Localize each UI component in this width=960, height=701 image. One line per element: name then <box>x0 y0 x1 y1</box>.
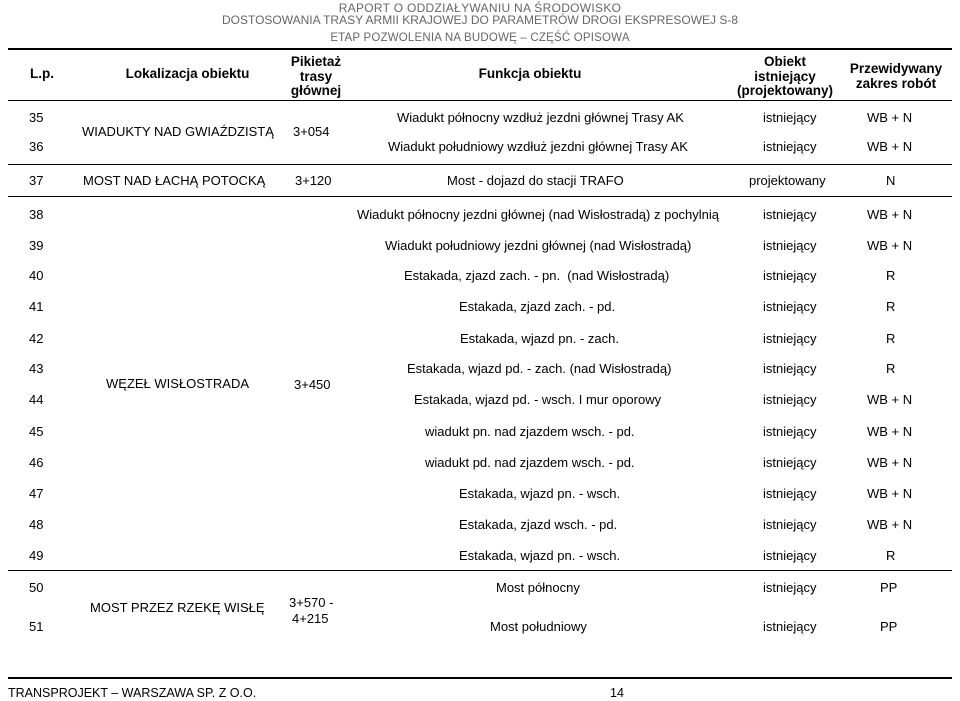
lp-cell: 35 <box>29 110 44 125</box>
object-cell: istniejący <box>763 238 817 253</box>
scope-cell: R <box>886 361 896 376</box>
object-cell: projektowany <box>749 173 826 188</box>
scope-cell: R <box>886 548 896 563</box>
function-cell: Most południowy <box>490 619 587 634</box>
scope-cell: WB + N <box>867 238 913 253</box>
function-cell: Estakada, zjazd zach. - pd. <box>459 299 616 314</box>
col-chainage: Pikietaż trasy głównej <box>290 54 342 98</box>
col-lp: L.p. <box>30 66 54 81</box>
lp-cell: 50 <box>29 580 44 595</box>
chainage-cell: 4+215 <box>292 611 329 626</box>
scope-cell: WB + N <box>867 110 913 125</box>
location-cell: WIADUKTY NAD GWIAŹDZISTĄ <box>82 124 274 139</box>
group-divider <box>8 570 952 571</box>
scope-cell: WB + N <box>867 139 913 154</box>
lp-cell: 42 <box>29 331 44 346</box>
function-cell: Wiadukt południowy wzdłuż jezdni głównej Trasy AK <box>388 139 688 154</box>
function-cell: Most północny <box>496 580 580 595</box>
scope-cell: WB + N <box>867 517 913 532</box>
function-cell: Estakada, wjazd pn. - wsch. <box>459 486 621 501</box>
function-cell: Estakada, wjazd pn. - wsch. <box>459 548 621 563</box>
page-number: 14 <box>610 686 624 700</box>
function-cell: Estakada, zjazd zach. - pn. (nad Wisłostradą) <box>404 268 670 283</box>
object-cell: istniejący <box>763 299 817 314</box>
lp-cell: 47 <box>29 486 44 501</box>
lp-cell: 36 <box>29 139 44 154</box>
lp-cell: 51 <box>29 619 44 634</box>
location-cell: MOST NAD ŁACHĄ POTOCKĄ <box>83 173 266 188</box>
lp-cell: 44 <box>29 392 44 407</box>
col-function: Funkcja obiektu <box>478 66 582 81</box>
lp-cell: 37 <box>29 173 44 188</box>
function-cell: wiadukt pn. nad zjazdem wsch. - pd. <box>425 424 635 439</box>
location-cell: WĘZEŁ WISŁOSTRADA <box>106 376 250 391</box>
object-cell: istniejący <box>763 268 817 283</box>
object-cell: istniejący <box>763 110 817 125</box>
function-cell: Estakada, wjazd pd. - wsch. I mur oporowy <box>414 392 662 407</box>
scope-cell: N <box>886 173 896 188</box>
report-title: RAPORT O ODDZIAŁYWANIU NA ŚRODOWISKO <box>338 1 622 15</box>
header-bottom-rule <box>8 100 952 101</box>
col-location: Lokalizacja obiektu <box>125 66 250 81</box>
function-cell: Most - dojazd do stacji TRAFO <box>447 173 624 188</box>
stage-title: ETAP POZWOLENIA NA BUDOWĘ – CZĘŚĆ OPISOWA <box>330 32 630 44</box>
chainage-cell: 3+120 <box>295 173 332 188</box>
lp-cell: 40 <box>29 268 44 283</box>
lp-cell: 39 <box>29 238 44 253</box>
lp-cell: 49 <box>29 548 44 563</box>
object-cell: istniejący <box>763 619 817 634</box>
scope-cell: R <box>886 331 896 346</box>
scope-cell: WB + N <box>867 455 913 470</box>
object-cell: istniejący <box>763 331 817 346</box>
scope-cell: R <box>886 299 896 314</box>
location-cell: MOST PRZEZ RZEKĘ WISŁĘ <box>90 600 265 615</box>
header-rule <box>8 48 952 50</box>
function-cell: Wiadukt południowy jezdni głównej (nad Wisłostradą) <box>385 238 692 253</box>
chainage-cell: 3+570 - <box>289 595 334 610</box>
object-cell: istniejący <box>763 517 817 532</box>
object-cell: istniejący <box>763 486 817 501</box>
scope-cell: R <box>886 268 896 283</box>
function-cell: Wiadukt północny jezdni głównej (nad Wisłostradą) z pochylnią <box>357 207 720 222</box>
object-cell: istniejący <box>763 424 817 439</box>
lp-cell: 45 <box>29 424 44 439</box>
scope-cell: PP <box>880 619 898 634</box>
group-divider <box>8 196 952 197</box>
scope-cell: PP <box>880 580 898 595</box>
function-cell: wiadukt pd. nad zjazdem wsch. - pd. <box>425 455 635 470</box>
lp-cell: 41 <box>29 299 44 314</box>
group-divider <box>8 164 952 165</box>
project-title: DOSTOSOWANIA TRASY ARMII KRAJOWEJ DO PARAMETRÓW DROGI EKSPRESOWEJ S-8 <box>221 13 739 27</box>
footer-rule <box>8 677 952 679</box>
lp-cell: 38 <box>29 207 44 222</box>
scope-cell: WB + N <box>867 207 913 222</box>
object-cell: istniejący <box>763 548 817 563</box>
col-object: Obiekt istniejący (projektowany) <box>736 54 833 98</box>
scope-cell: WB + N <box>867 424 913 439</box>
function-cell: Estakada, zjazd wsch. - pd. <box>459 517 618 532</box>
footer-company: TRANSPROJEKT – WARSZAWA SP. Z O.O. <box>8 686 257 700</box>
function-cell: Wiadukt północny wzdłuż jezdni głównej Trasy AK <box>397 110 684 125</box>
chainage-cell: 3+450 <box>294 377 331 392</box>
object-cell: istniejący <box>763 139 817 154</box>
lp-cell: 48 <box>29 517 44 532</box>
object-cell: istniejący <box>763 361 817 376</box>
object-cell: istniejący <box>763 392 817 407</box>
function-cell: Estakada, wjazd pd. - zach. (nad Wisłostradą) <box>407 361 672 376</box>
col-scope: Przewidywany zakres robót <box>849 61 943 91</box>
object-cell: istniejący <box>763 580 817 595</box>
scope-cell: WB + N <box>867 392 913 407</box>
lp-cell: 46 <box>29 455 44 470</box>
chainage-cell: 3+054 <box>293 124 330 139</box>
object-cell: istniejący <box>763 455 817 470</box>
lp-cell: 43 <box>29 361 44 376</box>
function-cell: Estakada, wjazd pn. - zach. <box>460 331 619 346</box>
object-cell: istniejący <box>763 207 817 222</box>
scope-cell: WB + N <box>867 486 913 501</box>
